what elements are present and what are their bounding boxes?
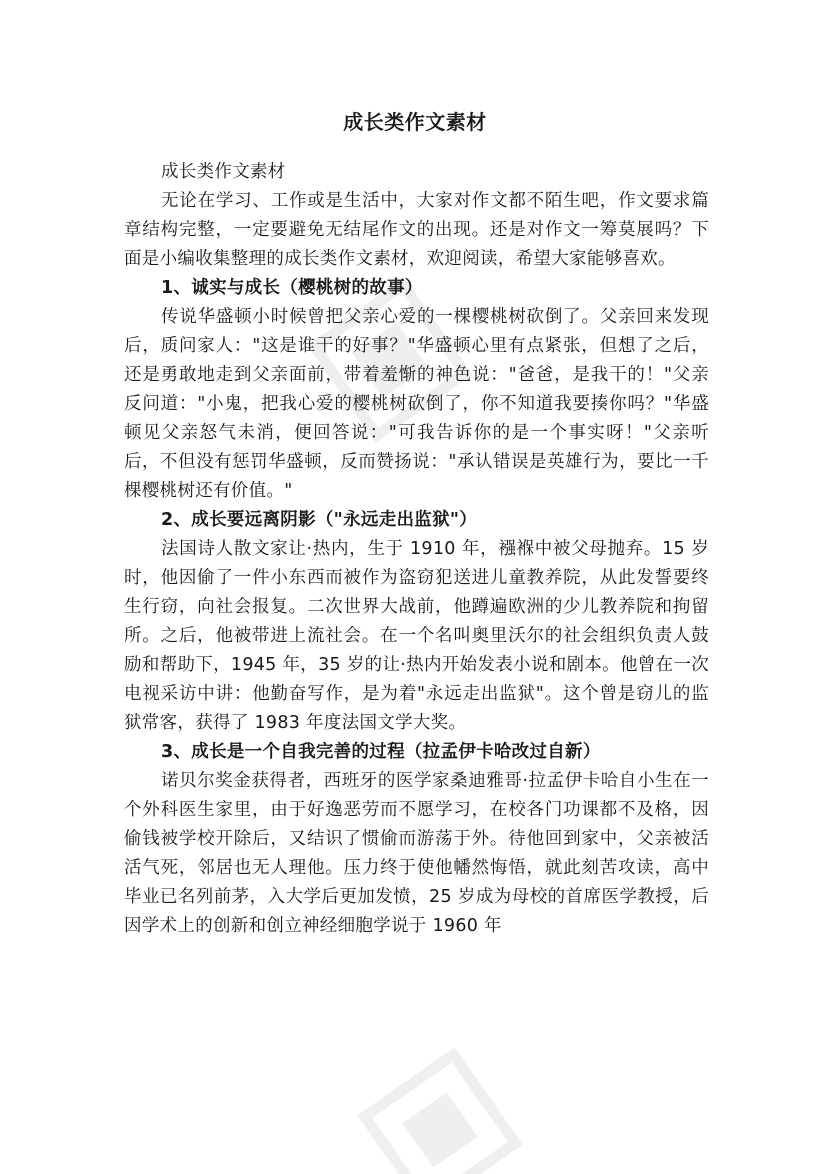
intro-paragraph: 无论在学习、工作或是生活中，大家对作文都不陌生吧，作文要求篇章结构完整，一定要避免无结尾作文的出现。还是对作文一筹莫展吗？下面是小编收集整理的成长类作文素材，欢迎阅读，希望大家能够喜欢。 (124, 191, 709, 269)
page-title: 成长类作文素材 (343, 110, 487, 134)
watermark-logo-icon (315, 1005, 566, 1174)
section-heading: 1、诚实与成长（樱桃树的故事） (161, 278, 423, 298)
section-paragraph: 法国诗人散文家让·热内，生于 1910 年，襁褓中被父母抛弃。15 岁时，他因偷了一件小东西而被作为盗窃犯送进儿童教养院，从此发誓要终生行窃，向社会报复。二次世界大战前，他蹲遍欧洲的少儿教养院和拘留所。之后，他被带进上流社会。在一个名叫奥里沃尔的社会组织负责人鼓励和帮助下，1945 年，35 岁的让·热内开始发表小说和剧本。他曾在一次电视采访中讲：他勤奋写作，是为着"永远走出监狱"。这个曾是窃儿的监狱常客，获得了 1983 年度法国文学大奖。 (124, 539, 709, 733)
section-heading: 3、成长是一个自我完善的过程（拉孟伊卡哈改过自新） (161, 742, 601, 762)
section-paragraph: 诺贝尔奖金获得者，西班牙的医学家桑迪雅哥·拉孟伊卡哈自小生在一个外科医生家里，由于好逸恶劳而不愿学习，在校各门功课都不及格，因偷钱被学校开除后，又结识了惯偷而游荡于外。待他回到家中，父亲被活活气死，邻居也无人理他。压力终于使他幡然悔悟，就此刻苦攻读，高中毕业已名列前茅，入大学后更加发愤，25 岁成为母校的首席医学教授，后因学术上的创新和创立神经细胞学说于 1960 年 (124, 771, 709, 936)
section-paragraph: 传说华盛顿小时候曾把父亲心爱的一棵樱桃树砍倒了。父亲回来发现后，质问家人："这是谁干的好事？"华盛顿心里有点紧张，但想了之后，还是勇敢地走到父亲面前，带着羞惭的神色说："爸爸，是我干的！"父亲反问道："小鬼，把我心爱的樱桃树砍倒了，你不知道我要揍你吗？"华盛顿见父亲怒气未消，便回答说："可我告诉你的是一个事实呀！"父亲听后，不但没有惩罚华盛顿，反而赞扬说："承认错误是英雄行为，要比一千棵樱桃树还有价值。" (124, 307, 709, 501)
section-heading: 2、成长要远离阴影（"永远走出监狱"） (161, 510, 478, 530)
document-body (124, 158, 709, 941)
subtitle-line: 成长类作文素材 (161, 162, 286, 182)
